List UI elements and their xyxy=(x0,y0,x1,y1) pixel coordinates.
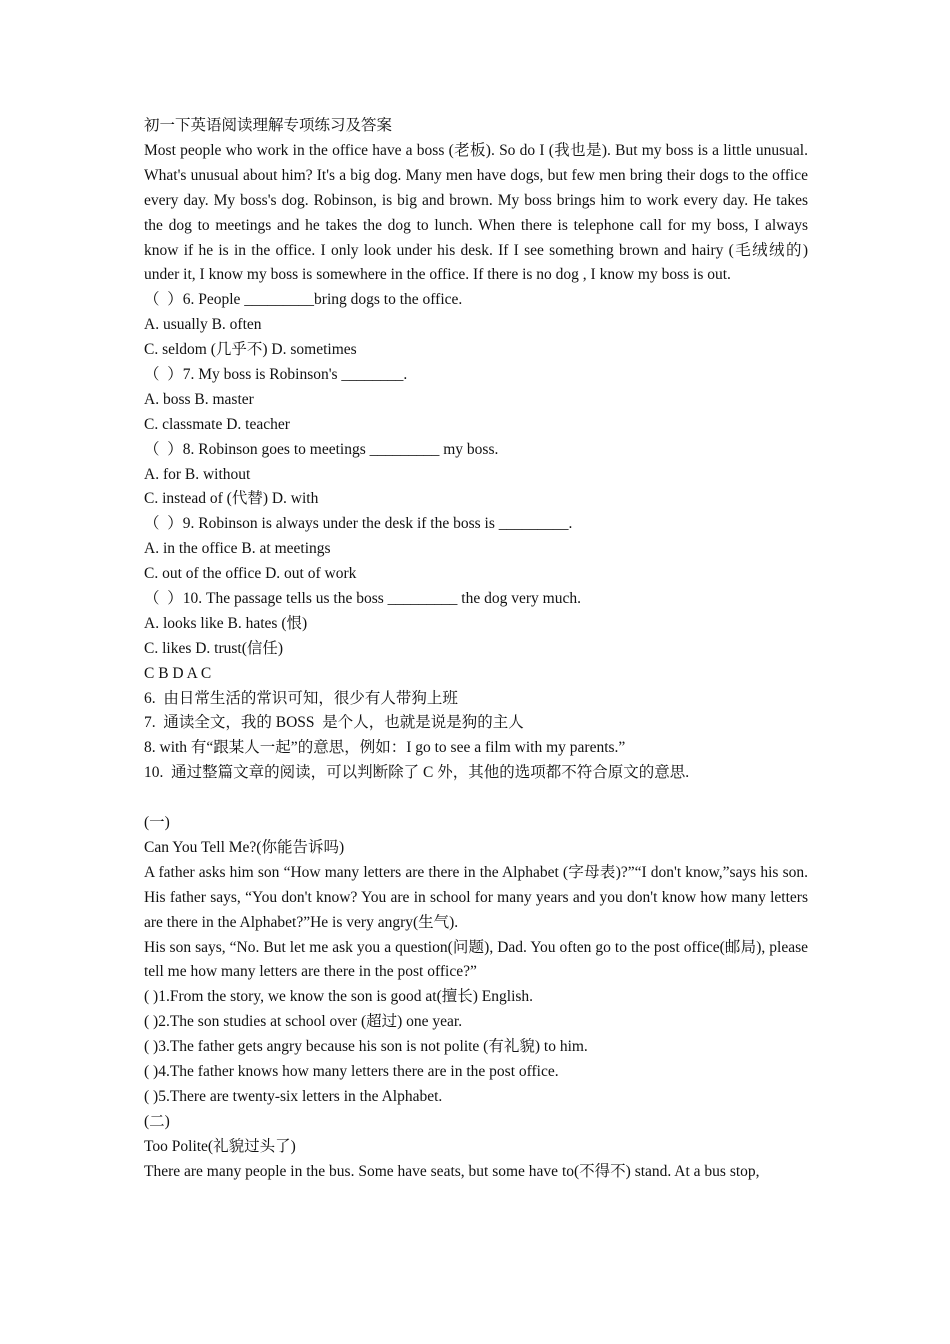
question-10: （ ）10. The passage tells us the boss _________ the dog very much. xyxy=(144,590,581,608)
q8-options-ab: A. for B. without xyxy=(144,465,251,483)
section-2-number: (二) xyxy=(144,1112,170,1130)
section-1-paragraph-2: His son says, “No. But let me ask you a question(问题), Dad. You often go to the post office(邮局), please tell me how many letters are there in the post office?” xyxy=(144,938,808,981)
q9-options-ab: A. in the office B. at meetings xyxy=(144,540,331,558)
question-9: （ ）9. Robinson is always under the desk if the boss is _________. xyxy=(144,515,573,533)
document-title: 初一下英语阅读理解专项练习及答案 xyxy=(144,117,393,134)
question-6: （ ）6. People _________bring dogs to the office. xyxy=(144,291,463,309)
tf-question-4: ( )4.The father knows how many letters there are in the post office. xyxy=(144,1063,559,1081)
passage-1-text: Most people who work in the office have a boss (老板). So do I (我也是). But my boss is a little unusual. What's unusual about him? It's a big dog. Many men have dogs, but few men bring their dogs to the office every day. My boss's dog. Robinson, is big and brown. My boss brings him to work every day. He takes the dog to meetings and he takes the dog to lunch. When there is telephone call for my boss, I always know if he is in the office. I only look under his desk. If I see something brown and hairy (毛绒绒的) under it, I know my boss is somewhere in the office. If there is no dog , I know my boss is out. xyxy=(144,141,808,284)
q9-options-cd: C. out of the office D. out of work xyxy=(144,565,357,583)
q10-options-cd: C. likes D. trust(信任) xyxy=(144,639,284,657)
explanation-6: 6. 由日常生活的常识可知，很少有人带狗上班 xyxy=(144,689,458,707)
explanation-10: 10. 通过整篇文章的阅读，可以判断除了 C 外，其他的选项都不符合原文的意思. xyxy=(144,764,690,782)
section-2-paragraph-1: There are many people in the bus. Some have seats, but some have to(不得不) stand. At a bus stop, xyxy=(144,1162,760,1180)
tf-question-3: ( )3.The father gets angry because his son is not polite (有礼貌) to him. xyxy=(144,1038,588,1056)
section-1-title: Can You Tell Me?(你能告诉吗) xyxy=(144,838,345,856)
tf-question-5: ( )5.There are twenty-six letters in the Alphabet. xyxy=(144,1087,443,1105)
q8-options-cd: C. instead of (代替) D. with xyxy=(144,490,319,508)
question-7: （ ）7. My boss is Robinson's ________. xyxy=(144,366,408,383)
answer-key: C B D A C xyxy=(144,664,212,682)
section-1-paragraph-1: A father asks him son “How many letters are there in the Alphabet (字母表)?”“I don't know,”says his son. His father says, “You don't know? You are in school for many years and you don't know how many letters are there in the Alphabet?”He is very angry(生气). xyxy=(144,863,808,931)
question-8: （ ）8. Robinson goes to meetings _________ my boss. xyxy=(144,440,499,458)
tf-question-2: ( )2.The son studies at school over (超过) one year. xyxy=(144,1013,463,1031)
spacer xyxy=(144,786,808,811)
section-2-title: Too Polite(礼貌过头了) xyxy=(144,1137,296,1155)
document-page xyxy=(144,114,808,1184)
explanation-8: 8. with 有“跟某人一起”的意思，例如：I go to see a film with my parents.” xyxy=(144,739,626,757)
q7-options-ab: A. boss B. master xyxy=(144,390,254,408)
q6-options-cd: C. seldom (几乎不) D. sometimes xyxy=(144,341,357,359)
explanation-7: 7. 通读全文，我的 BOSS 是个人，也就是说是狗的主人 xyxy=(144,714,524,732)
section-1-number: (一) xyxy=(144,814,170,832)
q7-options-cd: C. classmate D. teacher xyxy=(144,415,290,433)
tf-question-1: ( )1.From the story, we know the son is good at(擅长) English. xyxy=(144,988,534,1006)
q10-options-ab: A. looks like B. hates (恨) xyxy=(144,614,308,632)
q6-options-ab: A. usually B. often xyxy=(144,316,262,334)
